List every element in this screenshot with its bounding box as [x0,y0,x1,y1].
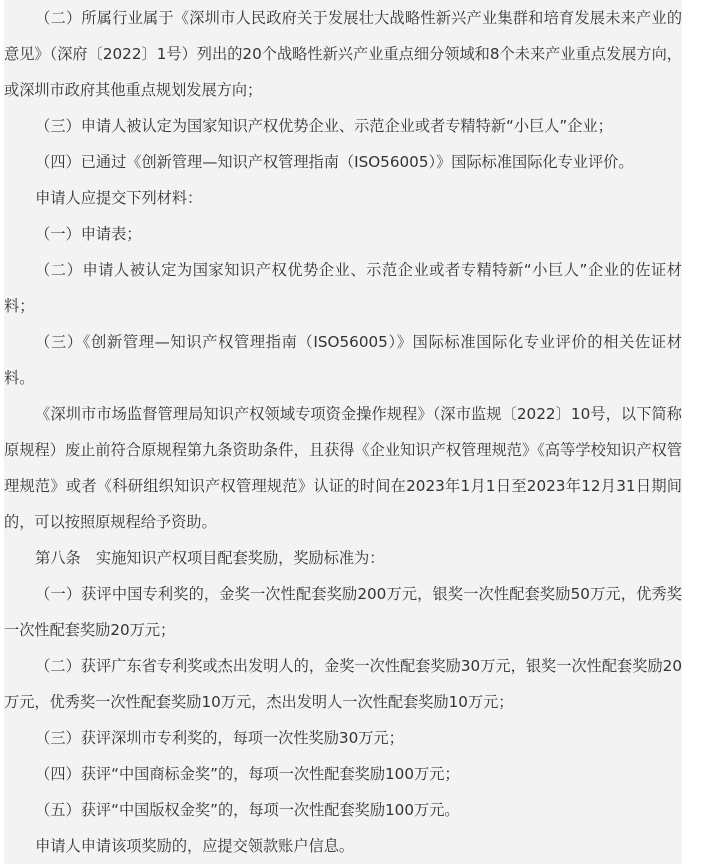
paragraph-article-eight: 第八条 实施知识产权项目配套奖励，奖励标准为： [35,549,385,567]
paragraph-enterprise-recognition: （三）申请人被认定为国家知识产权优势企业、示范企业或者专精特新“小巨人”企业； [35,117,613,135]
paragraph-trademark-gold-award: （四）获评“中国商标金奖”的，每项一次性配套奖励100万元； [35,765,460,783]
paragraph-copyright-gold-award: （五）获评“中国版权金奖”的，每项一次性配套奖励100万元。 [35,801,460,819]
paragraph-original-rules: 《深圳市市场监督管理局知识产权领域专项资金操作规程》（深市监规〔2022〕10号，以下简称原规程）废止前符合原规程第九条资助条件，且获得《企业知识产权管理规范》《高等学校知识产权管理规范》或者《科研组织知识产权管理规范》认证的时间在2023年1月1日至2023年12月31日期间的，可以按照原规程给予资助。 [4,405,682,531]
paragraph-industry-criterion: （二）所属行业属于《深圳市人民政府关于发展壮大战略性新兴产业集群和培育发展未来产业的意见》（深府〔2022〕1号）列出的20个战略性新兴产业重点细分领域和8个未来产业重点发展方向，或深圳市政府其他重点规划发展方向； [4,9,682,99]
paragraph-shenzhen-patent-award: （三）获评深圳市专利奖的，每项一次性奖励30万元； [35,729,404,747]
document-body [4,0,682,864]
paragraph-guangdong-patent-award: （二）获评广东省专利奖或杰出发明人的，金奖一次性配套奖励30万元，银奖一次性配套奖励20万元，优秀奖一次性配套奖励10万元，杰出发明人一次性配套奖励10万元； [4,657,682,711]
paragraph-materials-intro: 申请人应提交下列材料： [35,189,203,207]
paragraph-material-application-form: （一）申请表； [35,225,142,243]
paragraph-iso56005-evaluation: （四）已通过《创新管理—知识产权管理指南（ISO56005）》国际标准国际化专业评价。 [35,153,634,171]
paragraph-china-patent-award: （一）获评中国专利奖的，金奖一次性配套奖励200万元，银奖一次性配套奖励50万元，优秀奖一次性配套奖励20万元； [4,585,682,639]
paragraph-material-iso-proof: （三）《创新管理—知识产权管理指南（ISO56005）》国际标准国际化专业评价的相关佐证材料。 [4,333,682,387]
paragraph-account-info: 申请人申请该项奖励的，应提交领款账户信息。 [35,837,355,855]
paragraph-material-recognition-proof: （二）申请人被认定为国家知识产权优势企业、示范企业或者专精特新“小巨人”企业的佐证材料； [4,261,682,315]
